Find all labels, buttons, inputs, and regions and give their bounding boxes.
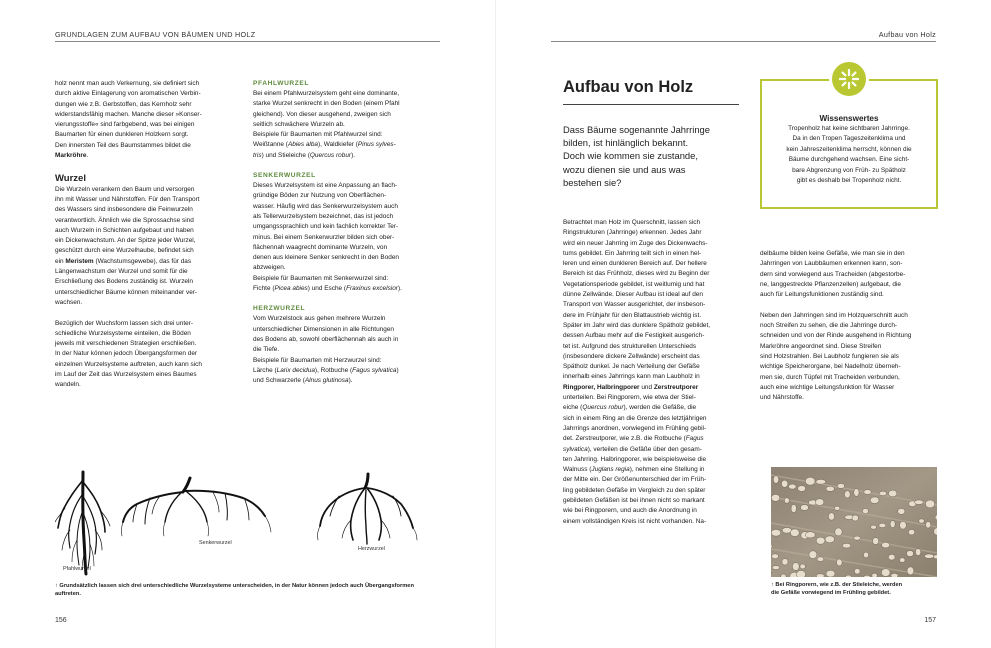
paragraph bbox=[563, 218, 741, 383]
wood-pore bbox=[771, 494, 779, 501]
text-line: bilden, ist hinlänglich bekannt. bbox=[563, 137, 689, 149]
wood-pore bbox=[801, 505, 809, 511]
latin-name: Picea abies bbox=[274, 285, 308, 293]
wood-pore bbox=[773, 476, 778, 484]
wood-pore bbox=[805, 532, 815, 538]
wood-pore bbox=[882, 542, 890, 548]
paragraph bbox=[563, 393, 741, 403]
text-line: delbäume bilden keine Gefäße, wie man sie in den bbox=[760, 250, 905, 257]
wood-pore bbox=[834, 506, 839, 510]
text-line: Beispiele für Baumarten mit Herzwurzel sind: bbox=[253, 356, 382, 364]
wood-pore bbox=[845, 575, 852, 577]
text-line: Beispiele für Baumarten mit Pfahlwurzel sind: bbox=[253, 131, 383, 139]
latin-name: sylvatica bbox=[563, 445, 588, 453]
wood-pore bbox=[837, 483, 844, 488]
caption-line: auftreten. bbox=[55, 591, 81, 597]
text-line: einzelnen Wurzelsysteme auftreten, auch kann sich bbox=[55, 360, 202, 368]
text-line: wird ein neuer Jahrring im Zuge des Dickenwachs- bbox=[563, 239, 708, 247]
wood-pore bbox=[915, 500, 924, 505]
latin-name: Fagus bbox=[685, 435, 704, 443]
wood-pore bbox=[908, 529, 914, 534]
wood-pore bbox=[870, 497, 879, 504]
wood-pore bbox=[782, 559, 788, 566]
text-line: Transport von Wasser ausgerichtet, der insbeson- bbox=[563, 301, 706, 309]
wood-pore bbox=[879, 491, 886, 495]
pfahlwurzel-illustration bbox=[55, 472, 110, 574]
text: ), werden die Gefäße, die bbox=[623, 404, 697, 412]
text: ) und Esche ( bbox=[307, 285, 347, 293]
wood-pore bbox=[816, 537, 825, 544]
text: Weißtanne ( bbox=[253, 141, 288, 149]
subheading-herzwurzel: HERZWURZEL bbox=[253, 305, 306, 313]
paragraph-line bbox=[563, 465, 741, 475]
paragraph bbox=[253, 181, 440, 284]
text-line: auch Wurzeln in Schichten aufgebaut und haben bbox=[55, 226, 194, 234]
paragraph-line bbox=[563, 445, 741, 455]
paragraph bbox=[760, 249, 938, 300]
wood-pore bbox=[900, 521, 907, 529]
text-line: det. Zerstreutporer, wie z.B. die Rotbuche (Fagus bbox=[563, 435, 704, 443]
label-senkerwurzel: Senkerwurzel bbox=[199, 540, 232, 546]
wood-pore bbox=[906, 551, 913, 557]
paragraph bbox=[760, 311, 938, 404]
wood-pore bbox=[828, 513, 834, 520]
text-column-4 bbox=[760, 249, 938, 414]
text-line: ein Dickenwachstum. An der Spitze jeder Wurzel, bbox=[55, 237, 196, 245]
wood-pore bbox=[900, 558, 905, 563]
lead-paragraph bbox=[563, 123, 741, 189]
text: eiche ( bbox=[563, 404, 583, 412]
text-line: schneiden und von der Rinde ausgehend in Richtung bbox=[760, 332, 912, 340]
running-head-left: GRUNDLAGEN ZUM AUFBAU VON BÄUMEN UND HOLZ bbox=[55, 30, 256, 39]
wood-pore bbox=[816, 479, 826, 484]
wood-pore bbox=[891, 573, 898, 577]
example-line bbox=[253, 284, 440, 294]
oak-cross-section-photo bbox=[771, 467, 937, 577]
paragraph bbox=[55, 267, 233, 308]
wood-pore bbox=[924, 554, 934, 558]
text-line: wandeln. bbox=[55, 381, 81, 389]
text-line: tet ist. Aufgrund des strukturellen Unterschieds bbox=[563, 342, 697, 350]
wood-pore bbox=[796, 570, 805, 577]
wood-pore bbox=[817, 557, 824, 562]
text-line: (insbesondere dickere Zellwände) erscheint das bbox=[563, 352, 700, 360]
caption-line: die Gefäße vorwiegend im Frühling gebildet. bbox=[771, 590, 891, 596]
text-line: ihn mit Wasser und Nährstoffen. Für den Transport bbox=[55, 195, 200, 203]
text-line: gründige Böden zur Nutzung von Oberflächen- bbox=[253, 192, 387, 200]
page-number-left: 156 bbox=[55, 617, 67, 624]
text-line: Dass Bäume sogenannte Jahrringe bbox=[563, 124, 710, 135]
text-line: des Wassers sind insbesondere die Feinwurzeln bbox=[55, 206, 193, 214]
text-line: dungen wie z.B. Gerbstoffen, das Kernholz sehr bbox=[55, 100, 192, 108]
wood-pore bbox=[864, 490, 871, 495]
latin-name: Juglans regia bbox=[591, 466, 630, 474]
text-line: dern sind vorwiegend aus Tracheiden (abgestorbe- bbox=[760, 270, 906, 278]
text-column-3 bbox=[563, 218, 741, 527]
wood-pore bbox=[798, 486, 806, 492]
text-line: des Bodens ab, sowohl oberflächennah als auch in bbox=[253, 335, 399, 343]
wood-pore bbox=[844, 491, 850, 498]
text-line: Bereich ist das Frühholz, dieses wird zu Beginn der bbox=[563, 270, 710, 278]
wood-pore bbox=[772, 566, 779, 570]
text-line: gibt es deshalb bei Tropenholz nicht. bbox=[796, 177, 902, 185]
text-line: Spätholz dunkel. Je nach Verteilung der Gefäße bbox=[563, 363, 700, 371]
wood-pore bbox=[791, 505, 796, 513]
text-line: widerstandsfähig machen. Manche dieser »Konser- bbox=[55, 110, 202, 118]
wood-pore bbox=[772, 554, 779, 559]
wood-pore bbox=[888, 490, 896, 497]
text-line: jeweils mit verschiedenen Strategien erschließen. bbox=[55, 340, 197, 348]
text: ), verteilen die Gefäße über den gesam- bbox=[587, 445, 702, 453]
info-box-text bbox=[770, 124, 928, 186]
text-line: Vom Wurzelstock aus gehen mehrere Wurzeln bbox=[253, 315, 386, 323]
latin-name: Abies alba bbox=[287, 141, 319, 149]
text: ) bbox=[396, 366, 399, 374]
latin-name: Quercus robur bbox=[582, 404, 624, 412]
text-line: ne, langgestreckte Pflanzenzellen) aufgebaut, die bbox=[760, 280, 902, 288]
sparkle-icon bbox=[839, 69, 859, 89]
text-line: wachsen. bbox=[55, 298, 83, 306]
title-rule bbox=[563, 104, 739, 105]
text: ), nehmen eine Stellung in bbox=[629, 466, 705, 474]
paragraph bbox=[563, 455, 741, 465]
text-line: In der Natur können jedoch Übergangsformen der bbox=[55, 350, 198, 358]
text-line: einem vollständigen Kreis ist nicht vorhanden. Na- bbox=[563, 517, 707, 525]
wood-pore bbox=[854, 489, 859, 497]
text-column-2 bbox=[253, 79, 440, 386]
wood-pore bbox=[863, 552, 868, 558]
header-rule-left bbox=[55, 41, 440, 42]
example-line bbox=[253, 376, 440, 386]
wood-pore bbox=[888, 554, 895, 560]
bold-term: Meristem bbox=[65, 257, 94, 265]
text-line: verantwortlich. Ähnlich wie die Sprossachse sind bbox=[55, 216, 194, 224]
text-line: Markröhre angeordnet sind. Diese Streifen bbox=[760, 342, 882, 350]
text-line: Bezüglich der Wuchsform lassen sich drei unter- bbox=[55, 319, 193, 327]
wood-pore bbox=[771, 529, 781, 536]
section-heading-wurzel: Wurzel bbox=[55, 172, 86, 184]
text-line: Tropenholz hat keine sichtbaren Jahrringe. bbox=[788, 125, 910, 132]
text-line: vierungsstoffe« sind farbgebend, was bei einigen bbox=[55, 121, 195, 129]
info-box-content bbox=[762, 113, 936, 186]
wood-pore bbox=[835, 528, 842, 536]
text-line: Jahrrings anordnen, vorwiegend im Frühling gebil- bbox=[563, 424, 707, 432]
page-title: Aufbau von Holz bbox=[563, 78, 694, 96]
text-line: Die Wurzeln verankern den Baum und versorgen bbox=[55, 185, 195, 193]
wood-pore bbox=[881, 569, 890, 577]
text-line: auch für Leitungsfunktionen zuständig sind. bbox=[760, 291, 884, 299]
wood-pore bbox=[925, 500, 934, 508]
wood-pore bbox=[854, 568, 860, 574]
wood-pore bbox=[915, 549, 920, 556]
text-line: schiedliche Wurzelsysteme einteilen, die Böden bbox=[55, 329, 191, 337]
paragraph bbox=[563, 414, 741, 445]
wood-pore bbox=[816, 574, 824, 577]
paragraph-line bbox=[563, 383, 741, 393]
text-line: Da in den Tropen Tageszeitenklima und bbox=[792, 135, 906, 143]
text-line: Bäume durchgehend wachsen. Eine sicht- bbox=[788, 156, 910, 164]
text-column-1 bbox=[55, 79, 233, 401]
paragraph-line bbox=[563, 403, 741, 413]
wood-pore bbox=[873, 538, 879, 545]
bold-term: Ringporer, Halbringporer bbox=[563, 383, 640, 391]
text: und Schwarzerle ( bbox=[253, 377, 305, 385]
latin-name: Pinus sylves- bbox=[357, 141, 396, 149]
text-line: seitlich schwächere Wurzeln ab. bbox=[253, 120, 345, 128]
text-line: tums gebildet. Ein Jahrring teilt sich in einen hel- bbox=[563, 249, 702, 257]
text-line: abzweigen. bbox=[253, 264, 286, 272]
running-head-right: Aufbau von Holz bbox=[878, 30, 936, 39]
text-line: ten Jahrring. Halbringporer, wie beispielsweise die bbox=[563, 455, 707, 463]
text: ). bbox=[351, 151, 355, 159]
text-line: bestehen sie? bbox=[563, 176, 622, 188]
text: ) und Stieleiche ( bbox=[261, 151, 310, 159]
text-line: auch eine wichtige Leitungsfunktion für Wasser bbox=[760, 383, 895, 391]
text-line: innerhalb eines Jahrrings kann man Laubholz in bbox=[563, 373, 700, 381]
wood-pore bbox=[789, 484, 796, 489]
paragraph-end bbox=[55, 151, 233, 161]
wood-pore bbox=[781, 574, 786, 577]
text-line: Später im Jahr wird das dunklere Spätholz gebildet, bbox=[563, 321, 711, 329]
root-systems-illustration bbox=[55, 470, 440, 580]
wood-pore bbox=[854, 536, 861, 540]
text-line: gebildeten Gefäßen ist bei ihnen nicht so markant bbox=[563, 497, 705, 505]
book-spine bbox=[495, 0, 496, 648]
paragraph bbox=[55, 319, 233, 391]
wood-pore bbox=[837, 559, 843, 566]
wood-pore bbox=[871, 525, 877, 529]
text-line: noch Streifen zu sehen, die die Jahrringe durch- bbox=[760, 322, 898, 330]
text: Fichte ( bbox=[253, 285, 275, 293]
wood-pore bbox=[890, 521, 895, 528]
text: und bbox=[639, 383, 654, 391]
text-line: und Nährstoffe. bbox=[760, 394, 804, 402]
wood-pore bbox=[790, 529, 799, 537]
text-line: unterschiedlicher Bäume können miteinander ver- bbox=[55, 288, 198, 296]
text: ), Waldkiefer ( bbox=[318, 141, 358, 149]
herzwurzel-illustration bbox=[317, 474, 417, 544]
wood-pore bbox=[805, 477, 815, 485]
latin-name: Alnus glutinosa bbox=[304, 377, 349, 385]
text-line: sich in einem Ring an die Grenze des letztjährigen bbox=[563, 414, 707, 422]
text-line: der Mitte ein. Der Größenunterschied der im Früh- bbox=[563, 476, 707, 484]
text-line: ling gebildeten Gefäße im Vergleich zu den später bbox=[563, 486, 706, 494]
wood-pore bbox=[907, 567, 914, 575]
wood-pore bbox=[826, 486, 834, 491]
text-line: Vegetationsperiode gebildet, ist weitlumig und hat bbox=[563, 280, 705, 288]
text-line: Ringstrukturen (Jahrringe) erkennen. Jedes Jahr bbox=[563, 229, 702, 237]
wood-pore bbox=[800, 564, 805, 569]
wood-pore bbox=[842, 543, 850, 548]
text-line: wozu dienen sie und aus was bbox=[563, 163, 686, 175]
text: Walnuss ( bbox=[563, 466, 592, 474]
text-line: gleichend). Von dieser ausgehend, zweigen sich bbox=[253, 110, 391, 118]
latin-name: Fraxinus excelsior bbox=[346, 285, 398, 293]
text: Lärche ( bbox=[253, 366, 277, 374]
text-line: unterschiedlicher Dimensionen in alle Richtungen bbox=[253, 325, 394, 333]
bold-term: Zerstreutporer bbox=[653, 383, 699, 391]
latin-name: Larix decidua bbox=[276, 366, 315, 374]
text-line: die Tiefe. bbox=[253, 346, 280, 354]
text-line: unterteilen. Bei Ringporern, wie etwa der Stiel- bbox=[563, 394, 696, 402]
wood-pore bbox=[934, 528, 937, 536]
text-line: dünne Zellwände. Dieser Aufbau ist ideal auf den bbox=[563, 291, 703, 299]
text-line: dessen Aufbau mehr auf die Festigkeit ausgerich- bbox=[563, 332, 705, 340]
text-line: bare Abgrenzung von Früh- zu Spätholz bbox=[792, 166, 906, 174]
figure-caption-roots bbox=[55, 582, 455, 598]
latin-name: Quercus robur bbox=[309, 151, 352, 159]
wood-pore bbox=[781, 480, 787, 487]
text-line: kein Jahreszeitenklima herrscht, können die bbox=[786, 145, 912, 153]
text-line: minus. Bei einem Senkerwurzler bilden sich ober- bbox=[253, 233, 395, 241]
paragraph bbox=[563, 475, 741, 526]
wood-pore bbox=[852, 515, 858, 521]
text-line: wie bei Ringporern, und auch die Anordnung in bbox=[563, 507, 697, 515]
paragraph bbox=[253, 314, 440, 365]
text-line: men sie, durch Tüpfel mit Tracheiden verbunden, bbox=[760, 373, 900, 381]
wood-pore bbox=[879, 523, 886, 527]
paragraph-line bbox=[55, 257, 233, 267]
example-line bbox=[253, 140, 440, 150]
text-line: holz nennt man auch Verkernung, sie definiert sich bbox=[55, 80, 200, 87]
subheading-senkerwurzel: SENKERWURZEL bbox=[253, 172, 316, 180]
paragraph bbox=[253, 89, 440, 140]
bold-term: Markröhre bbox=[55, 152, 87, 160]
text: ), Rotbuche ( bbox=[314, 366, 353, 374]
text-line: Betrachtet man Holz im Querschnitt, lassen sich bbox=[563, 219, 701, 226]
info-badge bbox=[829, 59, 869, 99]
text-line: wichtige Speicherorgane, bei Nadelholz überneh- bbox=[760, 363, 901, 371]
subheading-pfahlwurzel: PFAHLWURZEL bbox=[253, 80, 310, 87]
caption-line: ↑ Bei Ringporern, wie z.B. der Stieleiche, werden bbox=[771, 582, 903, 588]
text-line: dere im Frühjahr für den Blattaustrieb wichtig ist. bbox=[563, 311, 702, 319]
example-line bbox=[253, 366, 440, 376]
label-pfahlwurzel: Pfahlwurzel bbox=[63, 566, 91, 572]
label-herzwurzel: Herzwurzel bbox=[358, 546, 385, 552]
example-line bbox=[253, 151, 440, 161]
text-line: im Lauf der Zeit das Wurzelsystem eines Baumes bbox=[55, 371, 197, 379]
figure-caption-photo bbox=[771, 581, 941, 597]
header-rule-right bbox=[551, 41, 936, 42]
text: ). bbox=[397, 285, 402, 293]
ring-porous-wood-image bbox=[771, 467, 937, 577]
text-line: als Tellerwurzelsystem bezeichnet, das ist jedoch bbox=[253, 212, 394, 220]
text-line: Erschließung des Bodens zuständig ist. Wurzeln bbox=[55, 278, 194, 286]
text-line: Beispiele für Baumarten mit Senkerwurzel sind: bbox=[253, 274, 389, 282]
text-line: Längenwachstum der Wurzel und somit für die bbox=[55, 268, 188, 276]
latin-name: tris bbox=[253, 151, 262, 159]
paragraph bbox=[55, 185, 233, 257]
text: ein bbox=[55, 257, 66, 265]
chapter-title-block bbox=[563, 76, 739, 105]
text-line: sind Holzstrahlen. Bei Laubholz fungieren sie als bbox=[760, 352, 899, 360]
text-line: geschützt durch eine Wurzelhaube, befindet sich bbox=[55, 247, 194, 255]
text-line: Den innersten Teil des Baumstammes bildet die bbox=[55, 141, 191, 149]
text-line: Dieses Wurzelsystem ist eine Anpassung an flach- bbox=[253, 182, 398, 190]
wood-pore bbox=[809, 551, 817, 559]
text-line: leren und einen dunkleren Bereich auf. Der hellere bbox=[563, 260, 707, 268]
text: ). bbox=[348, 377, 353, 385]
text-line: durch aktive Einlagerung von aromatischen Verbin- bbox=[55, 90, 201, 98]
caption-line: ↑ Grundsätzlich lassen sich drei unterschiedliche Wurzelsysteme unterscheiden, in der Natur können jedoch auch Übergangsformen bbox=[55, 583, 414, 589]
wood-pore bbox=[825, 536, 834, 543]
latin-name: Fagus sylvatica bbox=[352, 366, 397, 374]
text-line: denen aus kleinere Senker senkrecht in den Boden bbox=[253, 254, 400, 262]
senkerwurzel-illustration bbox=[121, 478, 271, 536]
text-line: wasser. Häufig wird das Senkerwurzelsystem auch bbox=[253, 202, 398, 210]
wood-pore bbox=[898, 508, 905, 514]
wood-pore bbox=[815, 499, 824, 506]
info-box-title: Wissenswertes bbox=[819, 114, 879, 123]
text: (Wachstumsgewebe), das für das bbox=[93, 257, 192, 265]
text-line: Neben den Jahrringen sind im Holzquerschnitt auch bbox=[760, 311, 908, 319]
page-number-right: 157 bbox=[924, 617, 936, 624]
text-line: Doch wie kommen sie zustande, bbox=[563, 150, 698, 162]
text-line: Bei einem Pfahlwurzelsystem geht eine dominante, bbox=[253, 90, 399, 97]
wood-pore bbox=[933, 555, 937, 559]
text-line: flächennah waagrecht dominante Wurzeln, von bbox=[253, 243, 388, 251]
text-line: Baumarten für einen dunkleren Holzkern sorgt. bbox=[55, 131, 189, 139]
wood-pore bbox=[792, 563, 799, 571]
punctuation: . bbox=[86, 152, 89, 160]
text-line: starke Wurzel senkrecht in den Boden (einem Pfahl bbox=[253, 100, 400, 108]
wood-pore bbox=[784, 498, 789, 503]
wood-pore bbox=[919, 519, 924, 523]
wood-pore bbox=[862, 508, 868, 513]
text-line: umgangssprachlich und kein fachlich korrekter Ter- bbox=[253, 223, 399, 231]
wood-pore bbox=[872, 573, 877, 577]
wood-pore bbox=[826, 570, 835, 577]
text-line: Jahrringen von Laubbäumen erkennen kann, son- bbox=[760, 260, 903, 268]
paragraph bbox=[55, 79, 233, 151]
wood-pore bbox=[926, 522, 931, 528]
